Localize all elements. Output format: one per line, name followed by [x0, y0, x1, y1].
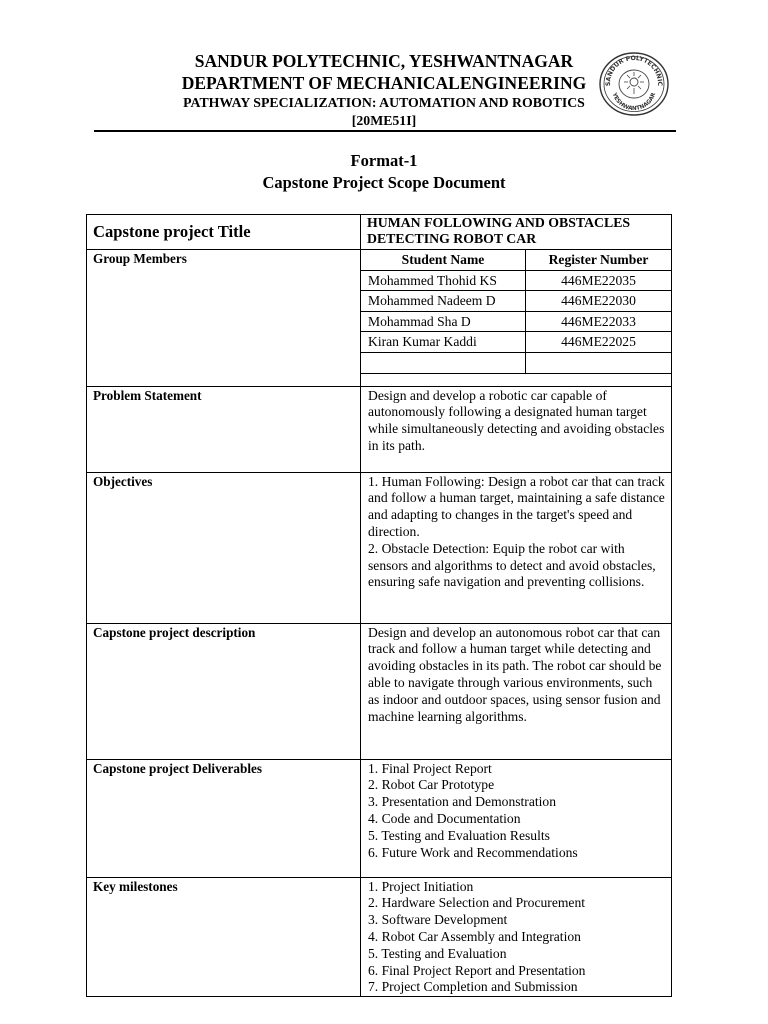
member-row	[361, 332, 671, 353]
row-project-description	[87, 623, 672, 759]
milestone-item: 4. Robot Car Assembly and Integration	[368, 928, 581, 944]
milestone-item: 3. Software Development	[368, 912, 508, 928]
milestone-item: 2. Hardware Selection and Procurement	[368, 895, 586, 911]
member-row	[361, 270, 671, 291]
deliverables-value	[361, 759, 672, 877]
format-label: Format-1	[350, 151, 418, 170]
deliverables-label: Capstone project Deliverables	[87, 759, 361, 877]
members-spacer-row	[361, 373, 671, 386]
deliverable-item: 6. Future Work and Recommendations	[368, 844, 578, 860]
member-name	[361, 352, 526, 373]
deliverable-item: 4. Code and Documentation	[368, 810, 521, 826]
scope-table	[86, 214, 672, 997]
svg-text:SANDUR POLYTECHNIC: SANDUR POLYTECHNIC	[604, 54, 664, 87]
member-row	[361, 291, 671, 312]
milestone-item: 7. Project Completion and Submission	[368, 979, 578, 995]
student-name-header: Student Name	[361, 250, 526, 270]
deliverable-item: 2. Robot Car Prototype	[368, 777, 495, 793]
member-name: Kiran Kumar Kaddi	[361, 332, 526, 353]
deliverable-item: 3. Presentation and Demonstration	[368, 794, 557, 810]
header-divider	[94, 130, 676, 132]
member-register-number	[526, 352, 672, 373]
svg-text:YESHWANTNAGAR: YESHWANTNAGAR	[610, 92, 658, 113]
document-header	[94, 50, 674, 130]
objective-item: 1. Human Following: Design a robot car that can track and follow a human target, maintaining a safe distance and adapting to changes in the target's speed and direction.	[368, 473, 665, 539]
milestone-item: 1. Project Initiation	[368, 878, 474, 894]
member-row	[361, 311, 671, 332]
row-key-milestones	[87, 877, 672, 997]
objectives-label: Objectives	[87, 472, 361, 623]
member-register-number: 446ME22030	[526, 291, 672, 312]
member-register-number: 446ME22035	[526, 270, 672, 291]
key-milestones-label: Key milestones	[87, 877, 361, 997]
register-number-header: Register Number	[526, 250, 672, 270]
member-register-number: 446ME22025	[526, 332, 672, 353]
department-name: DEPARTMENT OF MECHANICALENGINEERING	[181, 73, 587, 93]
college-seal-logo	[598, 51, 670, 117]
group-members-cell	[361, 250, 672, 387]
document-titles	[0, 150, 768, 194]
row-problem-statement	[87, 386, 672, 472]
problem-statement-value: Design and develop a robotic car capable of autonomously following a designated human target while simultaneously detecting and avoiding obstacles in its path.	[361, 386, 672, 472]
problem-statement-label: Problem Statement	[87, 386, 361, 472]
members-table	[361, 250, 671, 386]
pathway-specialization: PATHWAY SPECIALIZATION: AUTOMATION AND ROBOTICS	[183, 95, 585, 110]
member-name: Mohammed Thohid KS	[361, 270, 526, 291]
deliverable-item: 1. Final Project Report	[368, 760, 492, 776]
institution-name: SANDUR POLYTECHNIC, YESHWANTNAGAR	[194, 51, 574, 71]
member-name: Mohammed Nadeem D	[361, 291, 526, 312]
document-title: Capstone Project Scope Document	[262, 173, 506, 192]
row-objectives	[87, 472, 672, 623]
member-register-number: 446ME22033	[526, 311, 672, 332]
project-title-value: HUMAN FOLLOWING AND OBSTACLES DETECTING ROBOT CAR	[361, 215, 672, 250]
course-code: [20ME51I]	[351, 113, 417, 128]
milestone-item: 5. Testing and Evaluation	[368, 945, 507, 961]
project-title-label: Capstone project Title	[87, 215, 361, 250]
row-project-title	[87, 215, 672, 250]
members-header-row	[361, 250, 671, 270]
objective-item: 2. Obstacle Detection: Equip the robot car with sensors and algorithms to detect and avoid obstacles, ensuring safe navigation and preventing collisions.	[368, 540, 656, 590]
key-milestones-value	[361, 877, 672, 997]
member-row-empty	[361, 352, 671, 373]
member-name: Mohammad Sha D	[361, 311, 526, 332]
project-description-label: Capstone project description	[87, 623, 361, 759]
row-group-members	[87, 250, 672, 387]
row-deliverables	[87, 759, 672, 877]
milestone-item: 6. Final Project Report and Presentation	[368, 962, 586, 978]
deliverable-item: 5. Testing and Evaluation Results	[368, 827, 550, 843]
group-members-label: Group Members	[87, 250, 361, 387]
project-description-value: Design and develop an autonomous robot car that can track and follow a human target while detecting and avoiding obstacles in its path. The robot car should be able to navigate through various environments, such as indoor and outdoor spaces, using sensor fusion and machine learning algorithms.	[361, 623, 672, 759]
objectives-value	[361, 472, 672, 623]
